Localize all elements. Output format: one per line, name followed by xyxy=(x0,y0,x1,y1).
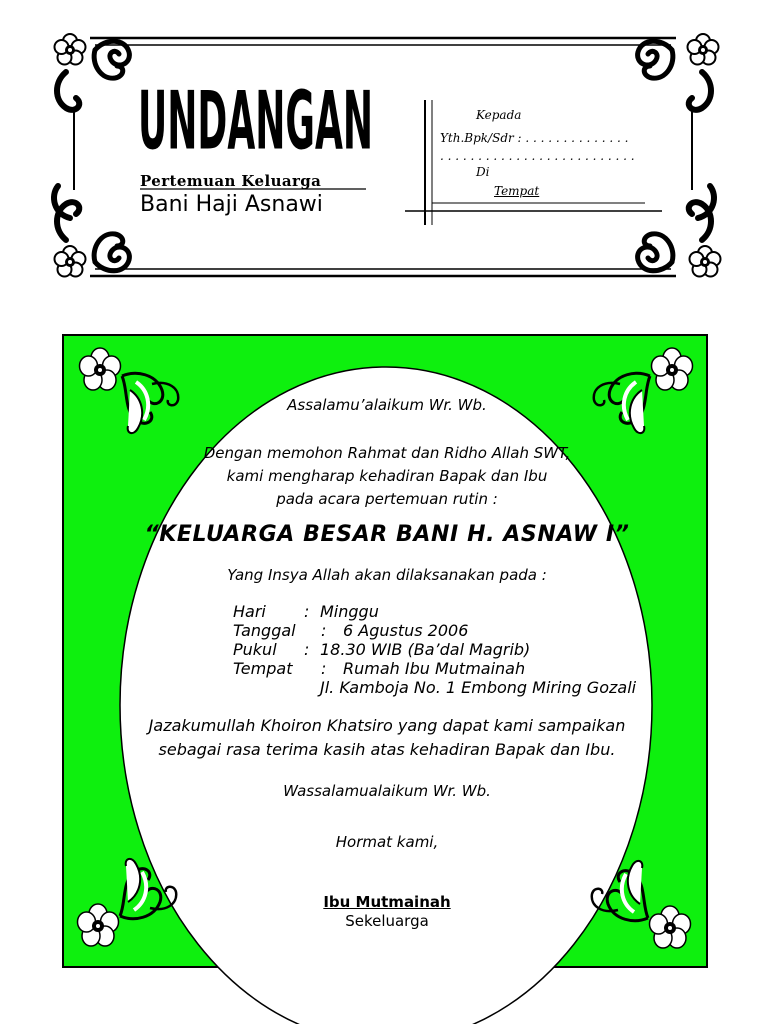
detail-sep: : xyxy=(304,640,310,659)
address-tempat: Tempat xyxy=(494,184,540,198)
subtitle-event: Pertemuan Keluarga xyxy=(140,172,322,190)
regards: Hormat kami, xyxy=(335,833,439,851)
closing-line-1: Jazakumullah Khoiron Khatsiro yang dapat kami sampaikan xyxy=(148,716,626,735)
address-recipient-line: Yth.Bpk/Sdr : . . . . . . . . . . . . . . xyxy=(440,131,629,145)
schedule-intro: Yang Insya Allah akan dilaksanakan pada : xyxy=(227,566,547,584)
svg-text:UNDANGAN: UNDANGAN xyxy=(138,73,373,168)
signature-name: Ibu Mutmainah xyxy=(323,893,451,911)
page-title xyxy=(138,68,378,168)
address-kepada: Kepada xyxy=(476,108,522,122)
detail-label-pukul: Pukul xyxy=(233,640,277,659)
detail-label-tanggal: Tanggal xyxy=(233,621,296,640)
detail-sep: : xyxy=(321,659,327,678)
event-title: “KELUARGA BESAR BANI H. ASNAW I” xyxy=(144,522,630,547)
detail-sep: : xyxy=(321,621,327,640)
greeting: Assalamu’alaikum Wr. Wb. xyxy=(287,396,487,414)
detail-address: Jl. Kamboja No. 1 Embong Miring Gozali xyxy=(320,678,637,697)
header-ornamental-frame xyxy=(0,0,768,300)
intro-line-1: Dengan memohon Rahmat dan Ridho Allah SWT, xyxy=(203,444,571,462)
detail-value-pukul: 18.30 WIB (Ba’dal Magrib) xyxy=(320,640,531,659)
signature-sub: Sekeluarga xyxy=(345,912,429,930)
intro-line-3: pada acara pertemuan rutin : xyxy=(276,490,498,508)
detail-label-tempat: Tempat xyxy=(233,659,293,678)
closing-line-2: sebagai rasa terima kasih atas kehadiran Bapak dan Ibu. xyxy=(158,740,616,759)
farewell: Wassalamualaikum Wr. Wb. xyxy=(283,782,491,800)
detail-label-hari: Hari xyxy=(233,602,266,621)
detail-value-tanggal: 6 Agustus 2006 xyxy=(343,621,469,640)
address-di: Di xyxy=(476,165,490,179)
detail-value-hari: Minggu xyxy=(320,602,379,621)
invitation-card xyxy=(62,334,708,968)
intro-line-2: kami mengharap kehadiran Bapak dan Ibu xyxy=(226,467,548,485)
address-blank-line: . . . . . . . . . . . . . . . . . . . . . . . . . . xyxy=(440,149,635,163)
detail-sep: : xyxy=(304,602,310,621)
detail-value-tempat: Rumah Ibu Mutmainah xyxy=(343,659,526,678)
subtitle-family: Bani Haji Asnawi xyxy=(140,192,323,217)
